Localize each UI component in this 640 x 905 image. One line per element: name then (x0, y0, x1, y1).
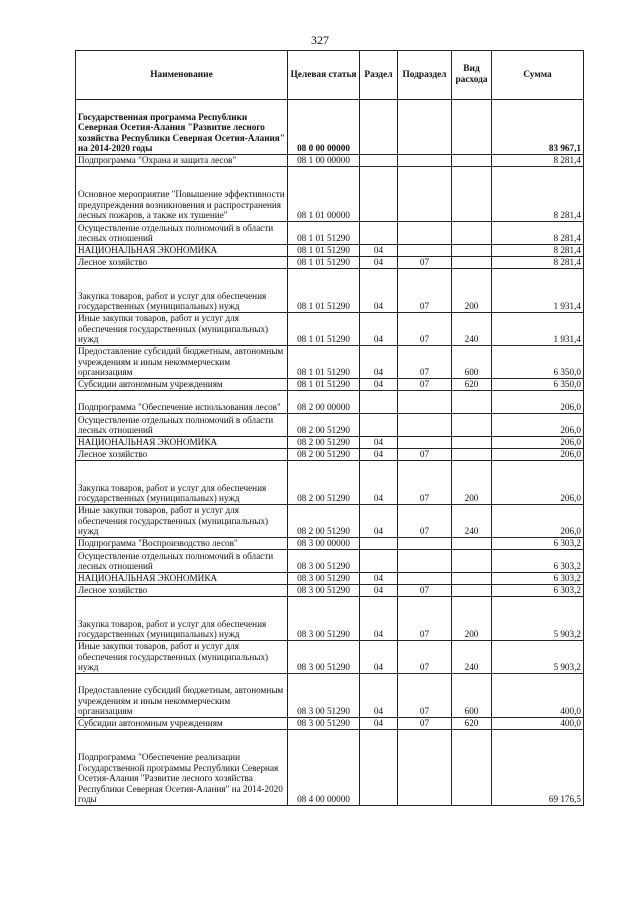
row-code: 08 3 00 51290 (288, 718, 360, 730)
row-sum: 6 303,2 (492, 585, 584, 597)
row-name: Лесное хозяйство (76, 585, 288, 597)
header-code: Целевая статья (288, 51, 360, 100)
row-subsection: 07 (398, 641, 452, 674)
row-subsection: 07 (398, 674, 452, 718)
row-section: 04 (360, 461, 398, 505)
row-type: 620 (452, 379, 492, 391)
row-sum: 1 931,4 (492, 313, 584, 346)
row-type: 620 (452, 718, 492, 730)
row-sum: 206,0 (492, 414, 584, 437)
row-type (452, 257, 492, 269)
row-subsection: 07 (398, 597, 452, 641)
row-code: 08 2 00 51290 (288, 449, 360, 461)
table-row (76, 585, 584, 597)
header-type: Вид расхода (452, 51, 492, 100)
row-section: 04 (360, 379, 398, 391)
row-section (360, 155, 398, 167)
row-name: Подпрограмма "Охрана и защита лесов" (76, 155, 288, 167)
row-type (452, 730, 492, 806)
table-row (76, 538, 584, 550)
table-row (76, 674, 584, 718)
row-code: 08 2 00 51290 (288, 437, 360, 449)
row-sum: 5 903,2 (492, 641, 584, 674)
row-subsection (398, 167, 452, 222)
table-row (76, 641, 584, 674)
row-section (360, 730, 398, 806)
row-sum: 83 967,1 (492, 100, 584, 155)
row-section: 04 (360, 257, 398, 269)
row-sum: 206,0 (492, 505, 584, 538)
row-name: НАЦИОНАЛЬНАЯ ЭКОНОМИКА (76, 573, 288, 585)
row-sum: 8 281,4 (492, 155, 584, 167)
table-row (76, 379, 584, 391)
row-subsection (398, 414, 452, 437)
row-code: 08 3 00 51290 (288, 641, 360, 674)
table-row (76, 550, 584, 573)
row-section: 04 (360, 505, 398, 538)
row-name: Субсидии автономным учреждениям (76, 379, 288, 391)
row-type (452, 155, 492, 167)
row-name: Осуществление отдельных полномочий в области лесных отношений (76, 550, 288, 573)
row-sum: 206,0 (492, 461, 584, 505)
table-row (76, 597, 584, 641)
table-body (76, 100, 584, 806)
row-code: 08 1 00 00000 (288, 155, 360, 167)
row-type: 240 (452, 641, 492, 674)
row-subsection (398, 222, 452, 245)
row-subsection: 07 (398, 313, 452, 346)
row-type (452, 550, 492, 573)
row-code: 08 3 00 00000 (288, 538, 360, 550)
row-type: 200 (452, 597, 492, 641)
row-section: 04 (360, 573, 398, 585)
row-sum: 400,0 (492, 674, 584, 718)
row-code: 08 2 00 00000 (288, 391, 360, 414)
row-type (452, 538, 492, 550)
row-sum: 400,0 (492, 718, 584, 730)
row-section: 04 (360, 597, 398, 641)
row-name: Иные закупки товаров, работ и услуг для обеспечения государственных (муниципальных) нужд (76, 313, 288, 346)
row-sum: 6 350,0 (492, 346, 584, 379)
row-type (452, 222, 492, 245)
row-name: Иные закупки товаров, работ и услуг для обеспечения государственных (муниципальных) нужд (76, 505, 288, 538)
row-name: Подпрограмма "Обеспечение использования лесов" (76, 391, 288, 414)
row-name: Закупка товаров, работ и услуг для обеспечения государственных (муниципальных) нужд (76, 597, 288, 641)
table-row (76, 346, 584, 379)
row-code: 08 1 01 51290 (288, 222, 360, 245)
row-type: 200 (452, 461, 492, 505)
row-type: 600 (452, 674, 492, 718)
row-section: 04 (360, 346, 398, 379)
row-section: 04 (360, 245, 398, 257)
row-subsection: 07 (398, 461, 452, 505)
table-header-row (76, 51, 584, 100)
row-section: 04 (360, 641, 398, 674)
row-subsection (398, 155, 452, 167)
row-section: 04 (360, 449, 398, 461)
page-number: 327 (311, 33, 329, 47)
row-code: 08 3 00 51290 (288, 597, 360, 641)
row-name: Иные закупки товаров, работ и услуг для обеспечения государственных (муниципальных) нужд (76, 641, 288, 674)
row-sum: 6 303,2 (492, 550, 584, 573)
row-type (452, 414, 492, 437)
row-type (452, 100, 492, 155)
row-type: 600 (452, 346, 492, 379)
table-row (76, 245, 584, 257)
row-name: Осуществление отдельных полномочий в области лесных отношений (76, 222, 288, 245)
header-subsection: Подраздел (398, 51, 452, 100)
table-row (76, 730, 584, 806)
row-subsection (398, 391, 452, 414)
row-section: 04 (360, 437, 398, 449)
row-code: 08 3 00 51290 (288, 550, 360, 573)
table-row (76, 505, 584, 538)
table-row (76, 573, 584, 585)
row-name: Субсидии автономным учреждениям (76, 718, 288, 730)
row-subsection (398, 437, 452, 449)
row-name: Подпрограмма "Воспроизводство лесов" (76, 538, 288, 550)
header-sum: Сумма (492, 51, 584, 100)
row-section (360, 414, 398, 437)
row-section: 04 (360, 585, 398, 597)
row-section (360, 100, 398, 155)
row-sum: 8 281,4 (492, 167, 584, 222)
table-row (76, 100, 584, 155)
row-sum: 8 281,4 (492, 257, 584, 269)
row-subsection (398, 573, 452, 585)
row-name: Государственная программа Республики Северная Осетия-Алания "Развитие лесного хозяйства Республики Северная Осетия-Алания" на 2014-2020 годы (76, 100, 288, 155)
row-section (360, 222, 398, 245)
row-section: 04 (360, 313, 398, 346)
row-type (452, 437, 492, 449)
row-type (452, 573, 492, 585)
row-sum: 8 281,4 (492, 222, 584, 245)
row-subsection: 07 (398, 379, 452, 391)
row-code: 08 1 01 51290 (288, 379, 360, 391)
row-name: Закупка товаров, работ и услуг для обеспечения государственных (муниципальных) нужд (76, 461, 288, 505)
row-name: НАЦИОНАЛЬНАЯ ЭКОНОМИКА (76, 437, 288, 449)
row-section (360, 538, 398, 550)
row-type: 240 (452, 505, 492, 538)
table-row (76, 461, 584, 505)
row-subsection (398, 730, 452, 806)
row-code: 08 3 00 51290 (288, 573, 360, 585)
row-subsection: 07 (398, 585, 452, 597)
row-section (360, 167, 398, 222)
row-code: 08 1 01 51290 (288, 346, 360, 379)
header-section: Раздел (360, 51, 398, 100)
row-code: 08 0 00 00000 (288, 100, 360, 155)
row-name: Закупка товаров, работ и услуг для обеспечения государственных (муниципальных) нужд (76, 269, 288, 313)
row-code: 08 1 01 51290 (288, 257, 360, 269)
row-sum: 8 281,4 (492, 245, 584, 257)
row-code: 08 1 01 51290 (288, 245, 360, 257)
row-code: 08 1 01 00000 (288, 167, 360, 222)
row-subsection (398, 100, 452, 155)
row-sum: 6 350,0 (492, 379, 584, 391)
row-subsection: 07 (398, 505, 452, 538)
row-type (452, 245, 492, 257)
row-sum: 69 176,5 (492, 730, 584, 806)
row-code: 08 1 01 51290 (288, 313, 360, 346)
row-sum: 1 931,4 (492, 269, 584, 313)
row-type (452, 449, 492, 461)
row-subsection: 07 (398, 718, 452, 730)
row-type: 200 (452, 269, 492, 313)
table-row (76, 414, 584, 437)
row-section (360, 391, 398, 414)
row-sum: 6 303,2 (492, 573, 584, 585)
table-row (76, 313, 584, 346)
row-sum: 6 303,2 (492, 538, 584, 550)
row-name: Предоставление субсидий бюджетным, автономным учреждениям и иным некоммерческим организациям (76, 674, 288, 718)
row-subsection: 07 (398, 257, 452, 269)
row-subsection: 07 (398, 269, 452, 313)
header-name: Наименование (76, 51, 288, 100)
table-row (76, 257, 584, 269)
row-type: 240 (452, 313, 492, 346)
row-type (452, 585, 492, 597)
row-subsection (398, 550, 452, 573)
table-row (76, 269, 584, 313)
table-row (76, 167, 584, 222)
row-name: НАЦИОНАЛЬНАЯ ЭКОНОМИКА (76, 245, 288, 257)
row-code: 08 2 00 51290 (288, 414, 360, 437)
row-sum: 206,0 (492, 437, 584, 449)
row-code: 08 2 00 51290 (288, 505, 360, 538)
row-type (452, 391, 492, 414)
row-name: Основное мероприятие "Повышение эффективности предупреждения возникновения и распространения лесных пожаров, а также их тушение" (76, 167, 288, 222)
row-subsection: 07 (398, 449, 452, 461)
row-name: Лесное хозяйство (76, 449, 288, 461)
table-row (76, 155, 584, 167)
row-section: 04 (360, 269, 398, 313)
row-sum: 206,0 (492, 449, 584, 461)
row-sum: 5 903,2 (492, 597, 584, 641)
row-code: 08 4 00 00000 (288, 730, 360, 806)
table-row (76, 449, 584, 461)
row-name: Осуществление отдельных полномочий в области лесных отношений (76, 414, 288, 437)
row-sum: 206,0 (492, 391, 584, 414)
row-section: 04 (360, 674, 398, 718)
row-code: 08 3 00 51290 (288, 674, 360, 718)
row-code: 08 3 00 51290 (288, 585, 360, 597)
row-name: Лесное хозяйство (76, 257, 288, 269)
row-subsection (398, 245, 452, 257)
budget-table (75, 50, 584, 806)
row-type (452, 167, 492, 222)
row-subsection: 07 (398, 346, 452, 379)
table-row (76, 437, 584, 449)
row-section (360, 550, 398, 573)
row-code: 08 1 01 51290 (288, 269, 360, 313)
table-row (76, 391, 584, 414)
row-subsection (398, 538, 452, 550)
row-code: 08 2 00 51290 (288, 461, 360, 505)
row-section: 04 (360, 718, 398, 730)
table-row (76, 718, 584, 730)
row-name: Предоставление субсидий бюджетным, автономным учреждениям и иным некоммерческим организациям (76, 346, 288, 379)
table-row (76, 222, 584, 245)
row-name: Подпрограмма "Обеспечение реализации Государственной программы Республики Северная Осетия-Алания "Развитие лесного хозяйства Республики Северная Осетия-Алания" на 2014-2020 годы (76, 730, 288, 806)
